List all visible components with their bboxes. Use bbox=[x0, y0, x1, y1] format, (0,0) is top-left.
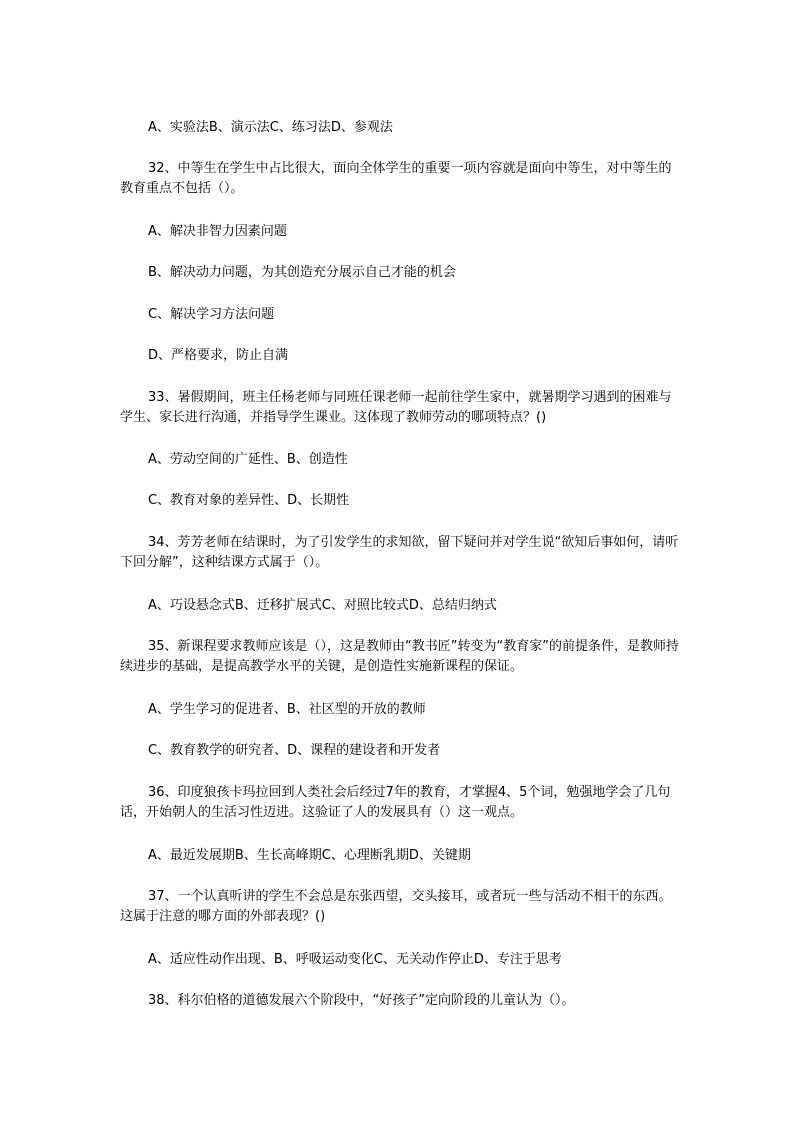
option-line: A、学生学习的促进者、B、社区型的开放的教师 bbox=[148, 702, 426, 717]
option-line: B、解决动力问题，为其创造充分展示自己才能的机会 bbox=[148, 265, 456, 280]
option-line: A、最近发展期B、生长高峰期C、心理断乳期D、关键期 bbox=[148, 848, 471, 863]
question-35: 35、新课程要求教师应该是（），这是教师由“教书匠”转变为“教育家”的前提条件，是教师持续进步的基础，是提高教学水平的关键，是创造性实施新课程的保证。 bbox=[120, 639, 679, 674]
option-line: C、教育教学的研究者、D、课程的建设者和开发者 bbox=[148, 743, 441, 758]
question-34: 34、芳芳老师在结课时，为了引发学生的求知欲，留下疑问并对学生说“欲知后事如何，请听下回分解”，这种结课方式属于（）。 bbox=[120, 535, 679, 570]
option-line: A、劳动空间的广延性、B、创造性 bbox=[148, 452, 348, 467]
option-line: C、解决学习方法问题 bbox=[148, 307, 275, 322]
option-line: D、严格要求，防止自满 bbox=[148, 348, 289, 363]
option-line: A、实验法B、演示法C、练习法D、参观法 bbox=[148, 120, 393, 135]
question-37: 37、一个认真听讲的学生不会总是东张西望，交头接耳，或者玩一些与活动不相干的东西。这属于注意的哪方面的外部表现？() bbox=[120, 889, 672, 924]
question-33: 33、暑假期间，班主任杨老师与同班任课老师一起前往学生家中，就暑期学习遇到的困难与学生、家长进行沟通，并指导学生课业。这体现了教师劳动的哪项特点？() bbox=[120, 390, 672, 425]
option-line: A、解决非智力因素问题 bbox=[148, 224, 287, 239]
option-line: A、适应性动作出现、B、呼吸运动变化C、无关动作停止D、专注于思考 bbox=[148, 952, 562, 967]
question-32: 32、中等生在学生中占比很大，面向全体学生的重要一项内容就是面向中等生，对中等生的教育重点不包括（）。 bbox=[120, 161, 672, 196]
question-36: 36、印度狼孩卡玛拉回到人类社会后经过7年的教育，才掌握4、5个词，勉强地学会了几句话，开始朝人的生活习性迈进。这验证了人的发展具有（）这一观点。 bbox=[120, 785, 671, 820]
option-line: A、巧设悬念式B、迁移扩展式C、对照比较式D、总结归纳式 bbox=[148, 598, 497, 613]
question-38: 38、科尔伯格的道德发展六个阶段中，“好孩子”定向阶段的儿童认为（）。 bbox=[148, 993, 575, 1008]
option-line: C、教育对象的差异性、D、长期性 bbox=[148, 493, 350, 508]
